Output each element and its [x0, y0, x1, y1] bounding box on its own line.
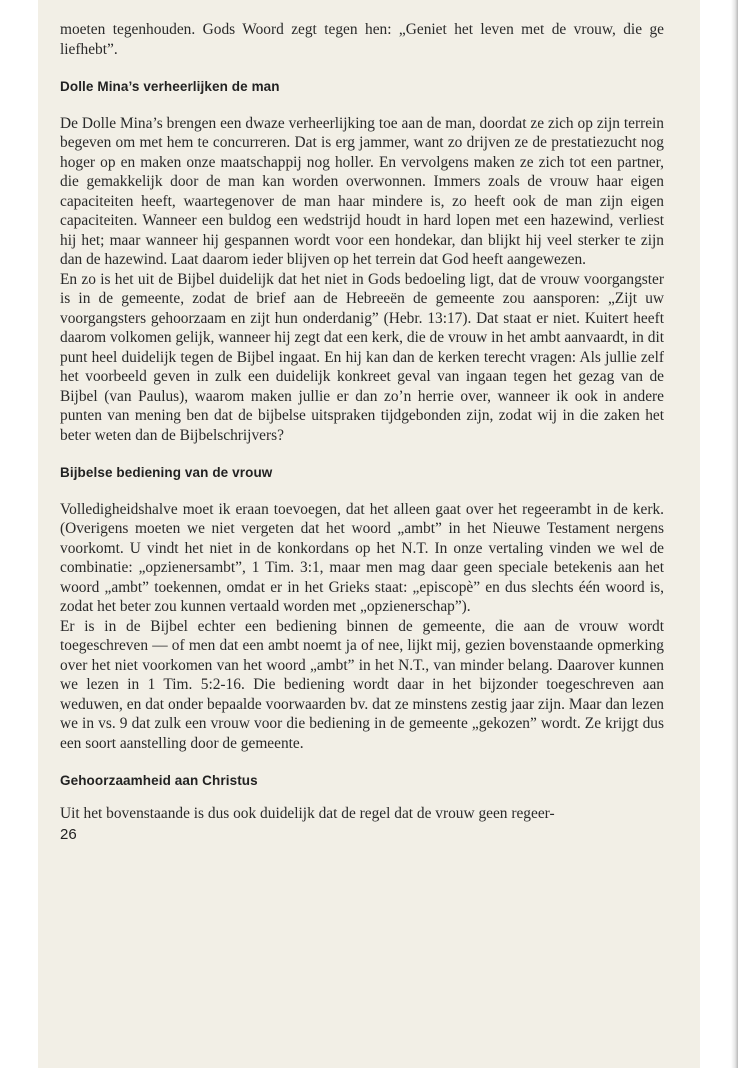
- section-heading: Gehoorzaamheid aan Christus: [60, 773, 258, 788]
- body-paragraph: En zo is het uit de Bijbel duidelijk dat het niet in Gods bedoeling ligt, dat de vrouw voorgangster is in de gemeente, zodat de brief aan de Hebreeën de gemeente zou aansporen: „Zijt uw voorgangsters gehoorzaam en zijt hun onderdanig” (Hebr. 13:17). Dat staat er niet. Kuitert heeft daarom volkomen gelijk, wanneer hij zegt dat een kerk, die de vrouw in het ambt aanvaardt, in dit punt heel duidelijk tegen de Bijbel ingaat. En hij kan dan de kerken terecht vragen: Als jullie zelf het voorbeeld geven in zulk een duidelijk konkreet geval van ingaan tegen het gezag van de Bijbel (van Paulus), waarom maken jullie er dan zo’n herrie over, wanneer ik ook in andere punten van mening ben dat de bijbelse uitspraken tijdgebonden zijn, zodat wij in die zaken het beter weten dan de Bijbelschrijvers?: [60, 270, 664, 444]
- page-content: [60, 20, 664, 845]
- intro-paragraph: moeten tegenhouden. Gods Woord zegt tegen hen: „Geniet het leven met de vrouw, die ge liefhebt”.: [60, 21, 664, 58]
- body-paragraph: Volledigheidshalve moet ik eraan toevoegen, dat het alleen gaat over het regeerambt in de kerk. (Overigens moeten we niet vergeten dat het woord „ambt” in het Nieuwe Testament nergens voorkomt. U vindt het niet in de konkordans op het N.T. In onze vertaling vinden we wel de combinatie: „opzienersambt”, 1 Tim. 3:1, maar men mag daar geen speciale betekenis aan het woord „ambt” toekennen, omdat er in het Grieks staat: „episcopè” en dus slechts één woord is, zodat het beter zou kunnen vertaald worden met „opzienerschap”).: [60, 500, 664, 615]
- page-edge-shadow: [731, 0, 738, 1068]
- body-paragraph: Uit het bovenstaande is dus ook duidelijk dat de regel dat de vrouw geen regeer-: [60, 804, 555, 822]
- body-paragraph: Er is in de Bijbel echter een bediening binnen de gemeente, die aan de vrouw wordt toegeschreven — of men dat een ambt noemt ja of nee, lijkt mij, gezien bovenstaande opmerking over het niet voorkomen van het woord „ambt” in het N.T., van minder belang. Daarover kunnen we lezen in 1 Tim. 5:2-16. Die bediening wordt daar in het bijzonder toegeschreven aan weduwen, en dat onder bepaalde voorwaarden bv. dat ze minstens zestig jaar zijn. Maar dan lezen we in vs. 9 dat zulk een vrouw voor die bediening in de gemeente „gekozen” wordt. Ze krijgt dus een soort aanstelling door de gemeente.: [60, 617, 664, 752]
- book-page: [38, 0, 700, 1068]
- section-heading: Bijbelse bediening van de vrouw: [60, 465, 273, 480]
- body-paragraph: De Dolle Mina’s brengen een dwaze verheerlijking toe aan de man, doordat ze zich op zijn terrein begeven om met hem te concurreren. Dat is erg jammer, want zo drijven ze de prestatiezucht nog hoger op en maken onze maatschappij nog holler. En vervolgens maken ze zich tot een partner, die gemakkelijk door de man kan worden overwonnen. Immers zoals de vrouw haar eigen capaciteiten heeft, waartegenover de man haar mindere is, zo heeft ook de man zijn eigen capaciteiten. Wanneer een buldog een wedstrijd houdt in hard lopen met een hazewind, verliest hij het; maar wanneer hij gespannen wordt voor een hondekar, dan blijkt hij veel sterker te zijn dan de hazewind. Laat daarom ieder blijven op het terrein dat God heeft aangewezen.: [60, 114, 664, 268]
- page-number: 26: [60, 826, 77, 843]
- section-heading: Dolle Mina’s verheerlijken de man: [60, 79, 280, 94]
